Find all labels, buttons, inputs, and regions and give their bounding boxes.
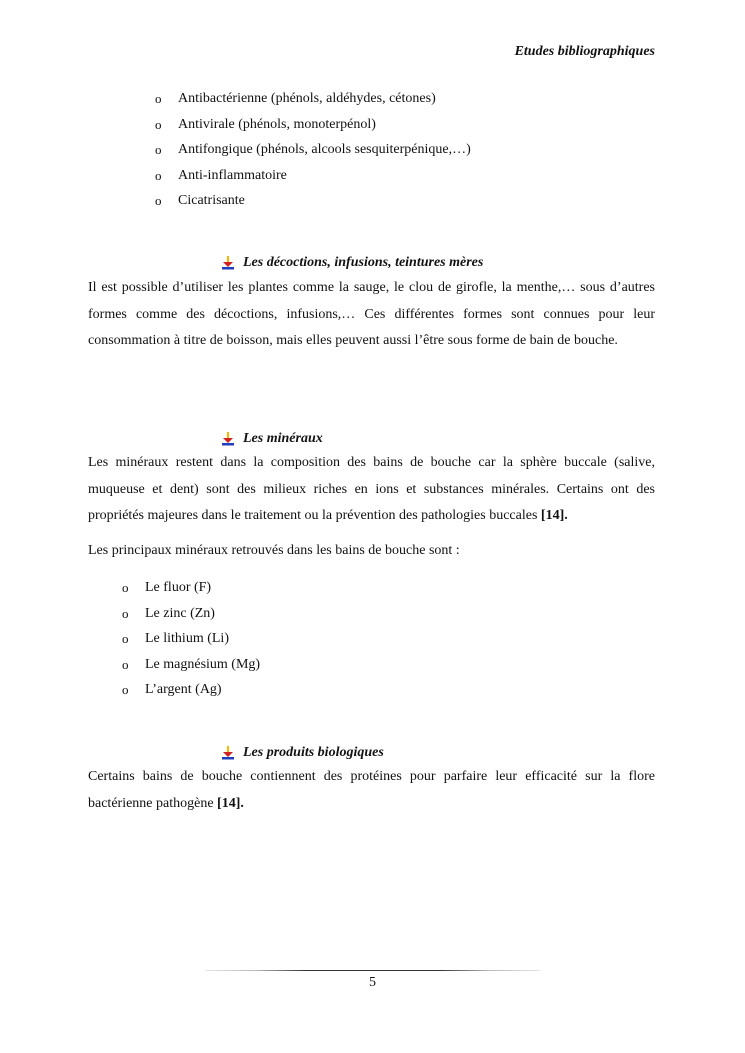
section-heading-mineraux: Les minéraux [221, 431, 323, 447]
section-heading-decoctions: Les décoctions, infusions, teintures mères [221, 255, 483, 271]
circle-bullet-icon: o [122, 631, 129, 647]
circle-bullet-icon: o [122, 605, 129, 621]
circle-bullet-icon: o [155, 142, 162, 158]
arrow-down-bullet-icon [221, 256, 235, 270]
circle-bullet-icon: o [122, 682, 129, 698]
page-number: 5 [369, 975, 376, 990]
arrow-down-bullet-icon [221, 432, 235, 446]
paragraph-biologiques: Certains bains de bouche contiennent des protéines pour parfaire leur efficacité sur la flore bactérienne pathogène [14]. [88, 769, 655, 811]
section-heading-biologiques: Les produits biologiques [221, 745, 384, 761]
paragraph-decoctions: Il est possible d’utiliser les plantes comme la sauge, le clou de girofle, la menthe,… sous d’autres formes comme des décoctions, infusions,… Ces différentes formes sont connues pour leur consommation à titre de boisson, mais elles peuvent aussi l’être sous forme de bain de bouche. [88, 280, 655, 348]
circle-bullet-icon: o [122, 580, 129, 595]
paragraph-mineraux-intro: Les principaux minéraux retrouvés dans les bains de bouche sont : [88, 543, 460, 558]
paragraph-mineraux: Les minéraux restent dans la composition des bains de bouche car la sphère buccale (salive, muqueuse et dent) sont des milieux riches en ions et substances minérales. Certains ont des propriétés majeures dans le traitement ou la prévention des pathologies buccales [14]. [88, 455, 655, 523]
footer-divider [205, 970, 540, 971]
arrow-down-bullet-icon [221, 746, 235, 760]
circle-bullet-icon: o [122, 656, 129, 672]
page-header-title: Etudes bibliographiques [514, 44, 655, 59]
circle-bullet-icon: o [155, 91, 162, 106]
citation-reference: [14]. [217, 795, 244, 811]
citation-reference: [14]. [540, 508, 568, 523]
circle-bullet-icon: o [155, 116, 162, 132]
circle-bullet-icon: o [155, 167, 162, 183]
circle-bullet-icon: o [155, 193, 162, 209]
